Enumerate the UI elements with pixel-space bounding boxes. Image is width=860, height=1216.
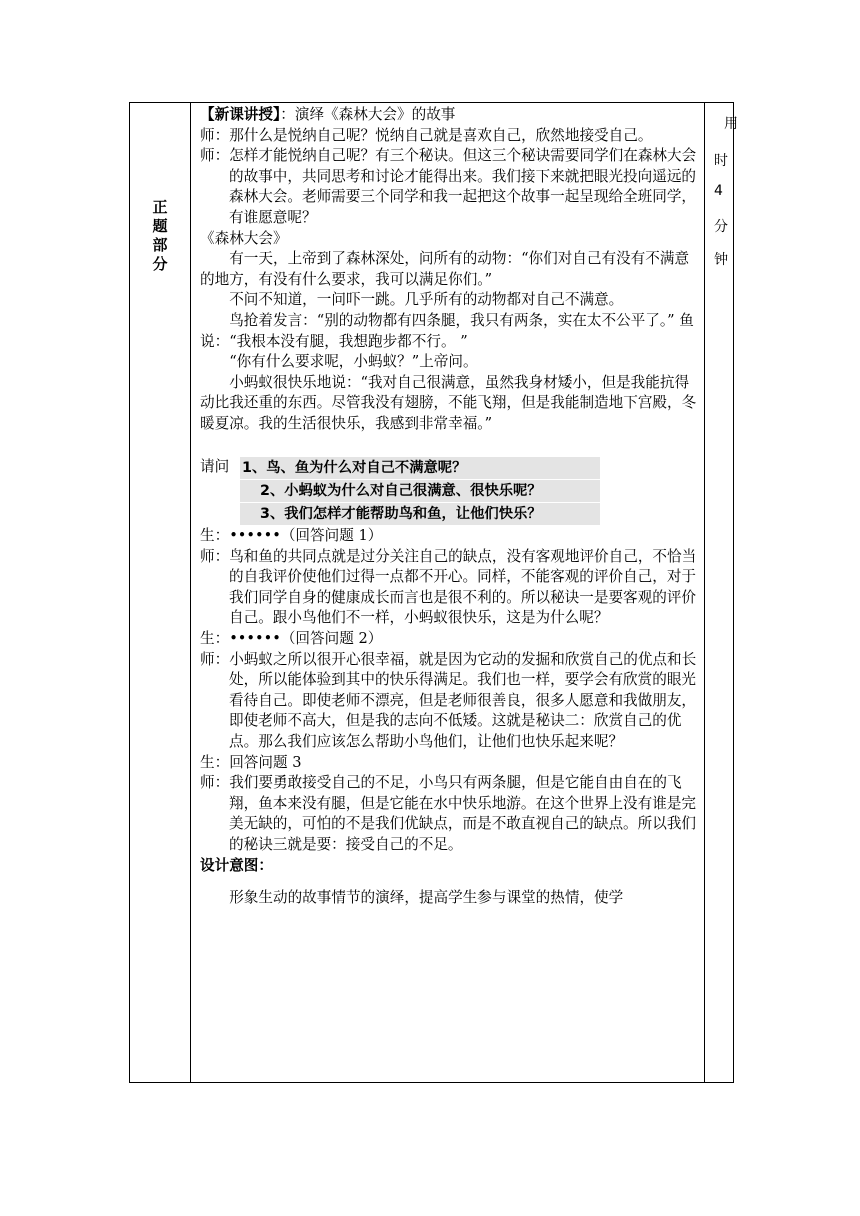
student-line: 生：••••••（回答问题 2） xyxy=(200,630,383,648)
student-line: 生：••••••（回答问题 1） xyxy=(200,527,383,545)
section-label-char: 部 xyxy=(152,236,168,254)
lesson-content xyxy=(200,105,700,909)
question-item: 2、小蚂蚁为什么对自己很满意、很快乐呢？ xyxy=(240,480,600,502)
column-divider xyxy=(704,103,705,1082)
story-paragraph: 小蚂蚁很快乐地说：“我对自己很满意，虽然我身材矮小，但是我能抗得动比我还重的东西。尽管我没有翅膀，不能飞翔，但是我能制造地下宫殿，冬暖夏凉。我的生活很快乐，我感到非常幸福。” xyxy=(200,373,697,432)
lesson-table xyxy=(129,102,738,1083)
story-paragraph: 有一天，上帝到了森林深处，问所有的动物：“你们对自己有没有不满意的地方，有没有什么要求，我可以满足你们。” xyxy=(200,250,690,288)
ask-label: 请问 xyxy=(200,458,230,476)
teacher-line: 师：那什么是悦纳自己呢？悦纳自己就是喜欢自己，欣然地接受自己。 xyxy=(200,126,653,144)
heading-bold: 【新课讲授】 xyxy=(200,106,281,123)
section-label-char: 分 xyxy=(152,255,168,273)
teacher-line: 师：鸟和鱼的共同点就是过分关注自己的缺点，没有客观地评价自己，不恰当的自我评价使他们过得一点都不开心。同样，不能客观的评价自己，对于我们同学自身的健康成长而言也是很不利的。所以秘诀一是要客观的评价自己。跟小鸟他们不一样，小蚂蚁很快乐，这是为什么呢？ xyxy=(200,547,697,627)
design-text: 形象生动的故事情节的演绎，提高学生参与课堂的热情，使学 xyxy=(229,889,624,907)
time-number: 4 xyxy=(714,183,723,199)
story-paragraph: 不问不知道，一问吓一跳。几乎所有的动物都对自己不满意。 xyxy=(229,291,624,309)
time-char-zhong: 钟 xyxy=(714,252,728,268)
teacher-line: 师：小蚂蚁之所以很开心很幸福，就是因为它动的发掘和欣赏自己的优点和长处，所以能体验到其中的快乐得满足。我们也一样，要学会有欣赏的眼光看待自己。即使老师不漂亮，但是老师很善良，很多人愿意和我做朋友，即使老师不高大，但是我的志向不低矮。这就是秘诀二：欣赏自己的优点。那么我们应该怎么帮助小鸟他们，让他们也快乐起来呢？ xyxy=(200,650,697,751)
section-label-char: 正 xyxy=(152,198,168,216)
teacher-line: 师：我们要勇敢接受自己的不足，小鸟只有两条腿，但是它能自由自在的飞翔，鱼本来没有腿，但是它能在水中快乐地游。在这个世界上没有谁是完美无缺的，可怕的不是我们优缺点，而是不敢直视自己的缺点。所以我们的秘诀三就是要：接受自己的不足。 xyxy=(200,774,697,853)
story-paragraph: 鸟抢着发言：“别的动物都有四条腿，我只有两条，实在太不公平了。” 鱼说：“我根本没有腿，我想跑步都不行。 ” xyxy=(200,311,694,350)
design-title: 设计意图： xyxy=(200,856,273,874)
question-block xyxy=(200,457,700,526)
time-char-fen: 分 xyxy=(714,219,728,235)
column-divider xyxy=(190,103,191,1082)
story-title: 《森林大会》 xyxy=(200,229,288,247)
story-paragraph: “你有什么要求呢，小蚂蚁？”上帝问。 xyxy=(229,353,478,371)
time-char-shi: 时 xyxy=(714,153,728,169)
section-label-char: 题 xyxy=(152,217,168,235)
question-item: 1、鸟、鱼为什么对自己不满意呢？ xyxy=(240,457,600,479)
heading-text: ：演绎《森林大会》的故事 xyxy=(280,106,456,123)
section-heading xyxy=(200,105,700,126)
question-item: 3、我们怎样才能帮助鸟和鱼，让他们快乐？ xyxy=(240,503,600,525)
section-label xyxy=(130,198,190,274)
time-char-use: 用 xyxy=(724,116,738,132)
teacher-line: 师：怎样才能悦纳自己呢？有三个秘诀。但这三个秘诀需要同学们在森林大会的故事中，共同思考和讨论才能得出来。我们接下来就把眼光投向遥远的森林大会。老师需要三个同学和我一起把这个故事一起呈现给全班同学，有谁愿意呢？ xyxy=(200,147,697,226)
student-line: 生：回答问题 3 xyxy=(200,753,302,771)
